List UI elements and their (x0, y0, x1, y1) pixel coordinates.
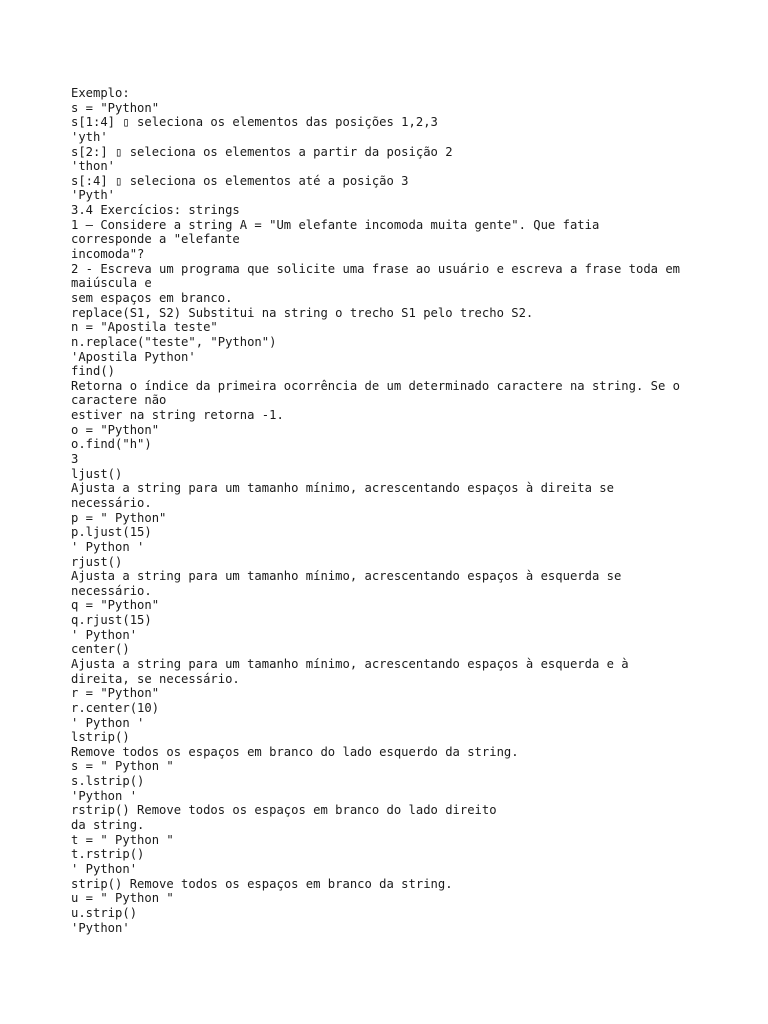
text-line: necessário. (71, 583, 152, 598)
text-line: 'Python' (71, 920, 130, 935)
text-line: incomoda"? (71, 247, 145, 262)
text-line: s.lstrip() (71, 774, 145, 789)
text-line: s[:4] ▯ seleciona os elementos até a posição 3 (71, 173, 409, 188)
text-line: Ajusta a string para um tamanho mínimo, acrescentando espaços à esquerda se (71, 569, 622, 584)
text-line: 'thon' (71, 159, 116, 174)
text-line: r.center(10) (71, 700, 160, 715)
text-line: Retorna o índice da primeira ocorrência de um determinado caractere na string. Se o (71, 378, 681, 393)
text-line: n = "Apostila teste" (71, 320, 218, 335)
text-line: 'Apostila Python' (71, 349, 196, 364)
section-heading: 3.4 Exercícios: strings (71, 203, 240, 218)
text-line: center() (71, 642, 130, 657)
text-line: sem espaços em branco. (71, 290, 233, 305)
text-line: p.ljust(15) (71, 525, 152, 540)
text-line: ' Python ' (71, 539, 145, 554)
text-line: corresponde a "elefante (71, 232, 240, 247)
text-line: estiver na string retorna -1. (71, 408, 284, 423)
text-line: 2 - Escreva um programa que solicite uma frase ao usuário e escreva a frase toda em (71, 261, 681, 276)
text-line: find() (71, 364, 116, 379)
text-line: p = " Python" (71, 510, 167, 525)
text-line: u.strip() (71, 905, 138, 920)
text-line: rstrip() Remove todos os espaços em branco do lado direito (71, 803, 497, 818)
text-line: da string. (71, 818, 145, 833)
text-line: Ajusta a string para um tamanho mínimo, acrescentando espaços à esquerda e à (71, 656, 629, 671)
text-line: maiúscula e (71, 276, 152, 291)
text-line: ' Python' (71, 627, 138, 642)
text-line: necessário. (71, 495, 152, 510)
text-line: rjust() (71, 554, 123, 569)
text-line: o = "Python" (71, 422, 160, 437)
text-line: s = " Python " (71, 759, 174, 774)
text-line: Ajusta a string para um tamanho mínimo, acrescentando espaços à direita se (71, 481, 614, 496)
text-line: direita, se necessário. (71, 671, 240, 686)
text-line: u = " Python " (71, 891, 174, 906)
text-line: caractere não (71, 393, 167, 408)
text-line: ' Python ' (71, 715, 145, 730)
text-line: strip() Remove todos os espaços em branco da string. (71, 876, 453, 891)
text-line: q = "Python" (71, 598, 160, 613)
text-line: s = "Python" (71, 100, 160, 115)
text-line: t = " Python " (71, 832, 174, 847)
text-line: 'Pyth' (71, 188, 116, 203)
text-line: Remove todos os espaços em branco do lado esquerdo da string. (71, 744, 519, 759)
text-line: q.rjust(15) (71, 613, 152, 628)
text-line: 'Python ' (71, 788, 138, 803)
text-line: 'yth' (71, 129, 108, 144)
text-line: 3 (71, 452, 79, 467)
text-line: o.find("h") (71, 437, 152, 452)
text-line: r = "Python" (71, 686, 160, 701)
text-line: s[2:] ▯ seleciona os elementos a partir da posição 2 (71, 144, 453, 159)
text-line: n.replace("teste", "Python") (71, 334, 277, 349)
text-line: ' Python' (71, 861, 138, 876)
text-line: lstrip() (71, 730, 130, 745)
text-line: t.rstrip() (71, 847, 145, 862)
document-body (71, 86, 711, 935)
text-line: ljust() (71, 466, 123, 481)
text-line: 1 – Considere a string A = "Um elefante incomoda muita gente". Que fatia (71, 217, 600, 232)
text-line: replace(S1, S2) Substitui na string o trecho S1 pelo trecho S2. (71, 305, 534, 320)
text-line: Exemplo: (71, 86, 130, 100)
text-line: s[1:4] ▯ seleciona os elementos das posições 1,2,3 (71, 115, 438, 130)
